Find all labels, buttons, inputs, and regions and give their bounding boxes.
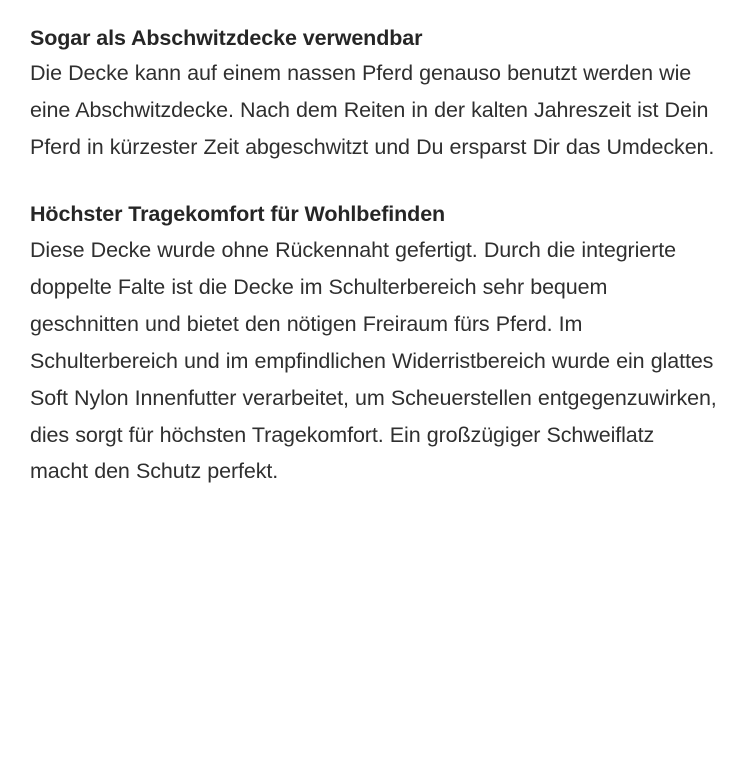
section-heading: Sogar als Abschwitzdecke verwendbar — [30, 26, 423, 50]
section-body: Die Decke kann auf einem nassen Pferd genauso benutzt werden wie eine Abschwitzdecke. Nach dem Reiten in der kalten Jahreszeit ist Dein Pferd in kürzester Zeit abgeschwitzt und Du ersparst Dir das Umdecken. — [30, 61, 715, 160]
section-heading: Höchster Tragekomfort für Wohlbefinden — [30, 202, 446, 227]
section-body: Diese Decke wurde ohne Rückennaht gefertigt. Durch die integrierte doppelte Falte ist die Decke im Schulterbereich sehr bequem geschnitten und bietet den nötigen Freiraum fürs Pferd. Im Schulterbereich und im empfindlichen Widerristbereich wurde ein glattes Soft Nylon Innenfutter verarbeitet, um Scheuerstellen entgegenzuwirken, dies sorgt für höchsten Tragekomfort. Ein großzügiger Schweiflatz macht den Schutz perfekt. — [30, 237, 717, 484]
description-section-tragekomfort — [30, 200, 717, 490]
description-section-abschwitzdecke — [30, 24, 717, 166]
